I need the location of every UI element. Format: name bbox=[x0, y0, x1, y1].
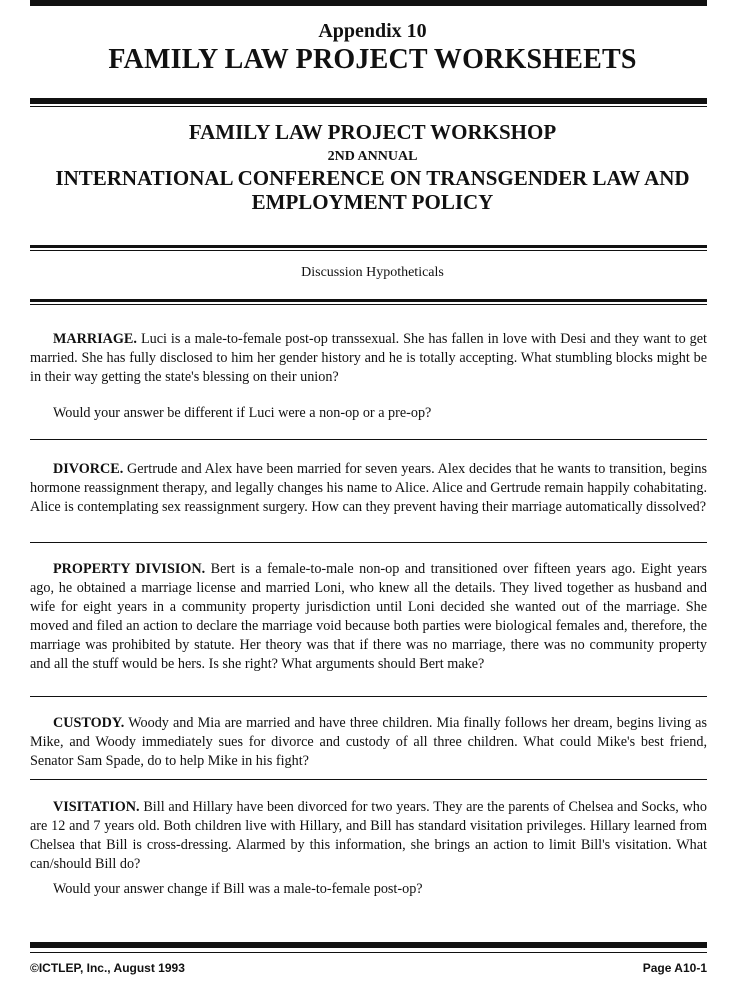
hypothetical-label: DIVORCE. bbox=[53, 461, 124, 477]
hypothetical-followup: Would your answer change if Bill was a male-to-female post-op? bbox=[53, 881, 423, 897]
hypothetical-text: Bill and Hillary have been divorced for two years. They are the parents of Chelsea and Socks, who are 12 and 7 years old. Both children live with Hillary, and Bill has standard visitation privileges. Hillary learned from Chelsea that Bill is cross-dressing. Alarmed by this information, she brings an action to limit Bill's visitation. What can/should Bill do? bbox=[30, 799, 707, 872]
hypothetical-custody bbox=[30, 714, 707, 771]
divider bbox=[30, 542, 707, 543]
divider bbox=[30, 779, 707, 780]
hypothetical-text: Luci is a male-to-female post-op transsexual. She has fallen in love with Desi and they want to get married. She has fully disclosed to him her gender history and he is totally accepting. What stumbling blocks might be in their way getting the state's blessing on their union? bbox=[30, 331, 707, 385]
hypothetical-label: CUSTODY. bbox=[53, 715, 125, 731]
hypothetical-text: Bert is a female-to-male non-op and transitioned over fifteen years ago. Eight years ago, he obtained a marriage license and married Loni, who knew all the details. They lived together as husband and wife for eight years in a community property jurisdiction until Loni decided she wanted out of the marriage. She moved and filed an action to declare the marriage void because both parties were biological females and, therefore, the marriage was prohibited by statute. Her theory was that if there was no marriage, there was no community property and all the stuff would be hers. Is she right? What arguments should Bert make? bbox=[30, 561, 707, 672]
section-rule bbox=[30, 245, 707, 248]
hypothetical-text: Woody and Mia are married and have three children. Mia finally follows her dream, begins living as Mike, and Woody immediately sues for divorce and custody of all three children. What could Mike's best friend, Senator Sam Spade, do to help Mike in his fight? bbox=[30, 715, 708, 769]
header-rule bbox=[30, 98, 707, 104]
hypothetical-label: MARRIAGE. bbox=[53, 331, 137, 347]
hypothetical-text: Gertrude and Alex have been married for seven years. Alex decides that he wants to transition, begins hormone reassignment therapy, and legally changes his name to Alice. Alice and Gertrude remain happily cohabitating. Alice is contemplating sex reassignment surgery. How can they prevent having their marriage automatically dissolved? bbox=[30, 461, 707, 515]
section-rule bbox=[30, 299, 707, 302]
footer-rule-thin bbox=[30, 952, 707, 953]
hypothetical-marriage bbox=[30, 330, 707, 387]
hypothetical-property-division bbox=[30, 560, 707, 674]
page-number: Page A10-1 bbox=[642, 961, 707, 975]
page-title: FAMILY LAW PROJECT WORKSHEETS bbox=[108, 44, 637, 75]
hypothetical-label: PROPERTY DIVISION. bbox=[53, 561, 206, 577]
workshop-subtitle: 2ND ANNUAL bbox=[327, 149, 418, 164]
copyright-text: ©ICTLEP, Inc., August 1993 bbox=[30, 961, 185, 975]
hypothetical-divorce bbox=[30, 460, 707, 517]
discussion-heading: Discussion Hypotheticals bbox=[301, 265, 444, 280]
hypothetical-label: VISITATION. bbox=[53, 799, 140, 815]
appendix-label: Appendix 10 bbox=[318, 20, 427, 42]
header-rule-thin bbox=[30, 106, 707, 107]
hypothetical-followup: Would your answer be different if Luci were a non-op or a pre-op? bbox=[53, 405, 432, 421]
top-rule bbox=[30, 0, 707, 6]
conference-title: INTERNATIONAL CONFERENCE ON TRANSGENDER LAW AND EMPLOYMENT POLICY bbox=[55, 166, 690, 214]
workshop-title: FAMILY LAW PROJECT WORKSHOP bbox=[188, 120, 557, 144]
divider bbox=[30, 696, 707, 697]
divider bbox=[30, 439, 707, 440]
hypothetical-visitation bbox=[30, 798, 707, 874]
footer-rule bbox=[30, 942, 707, 948]
